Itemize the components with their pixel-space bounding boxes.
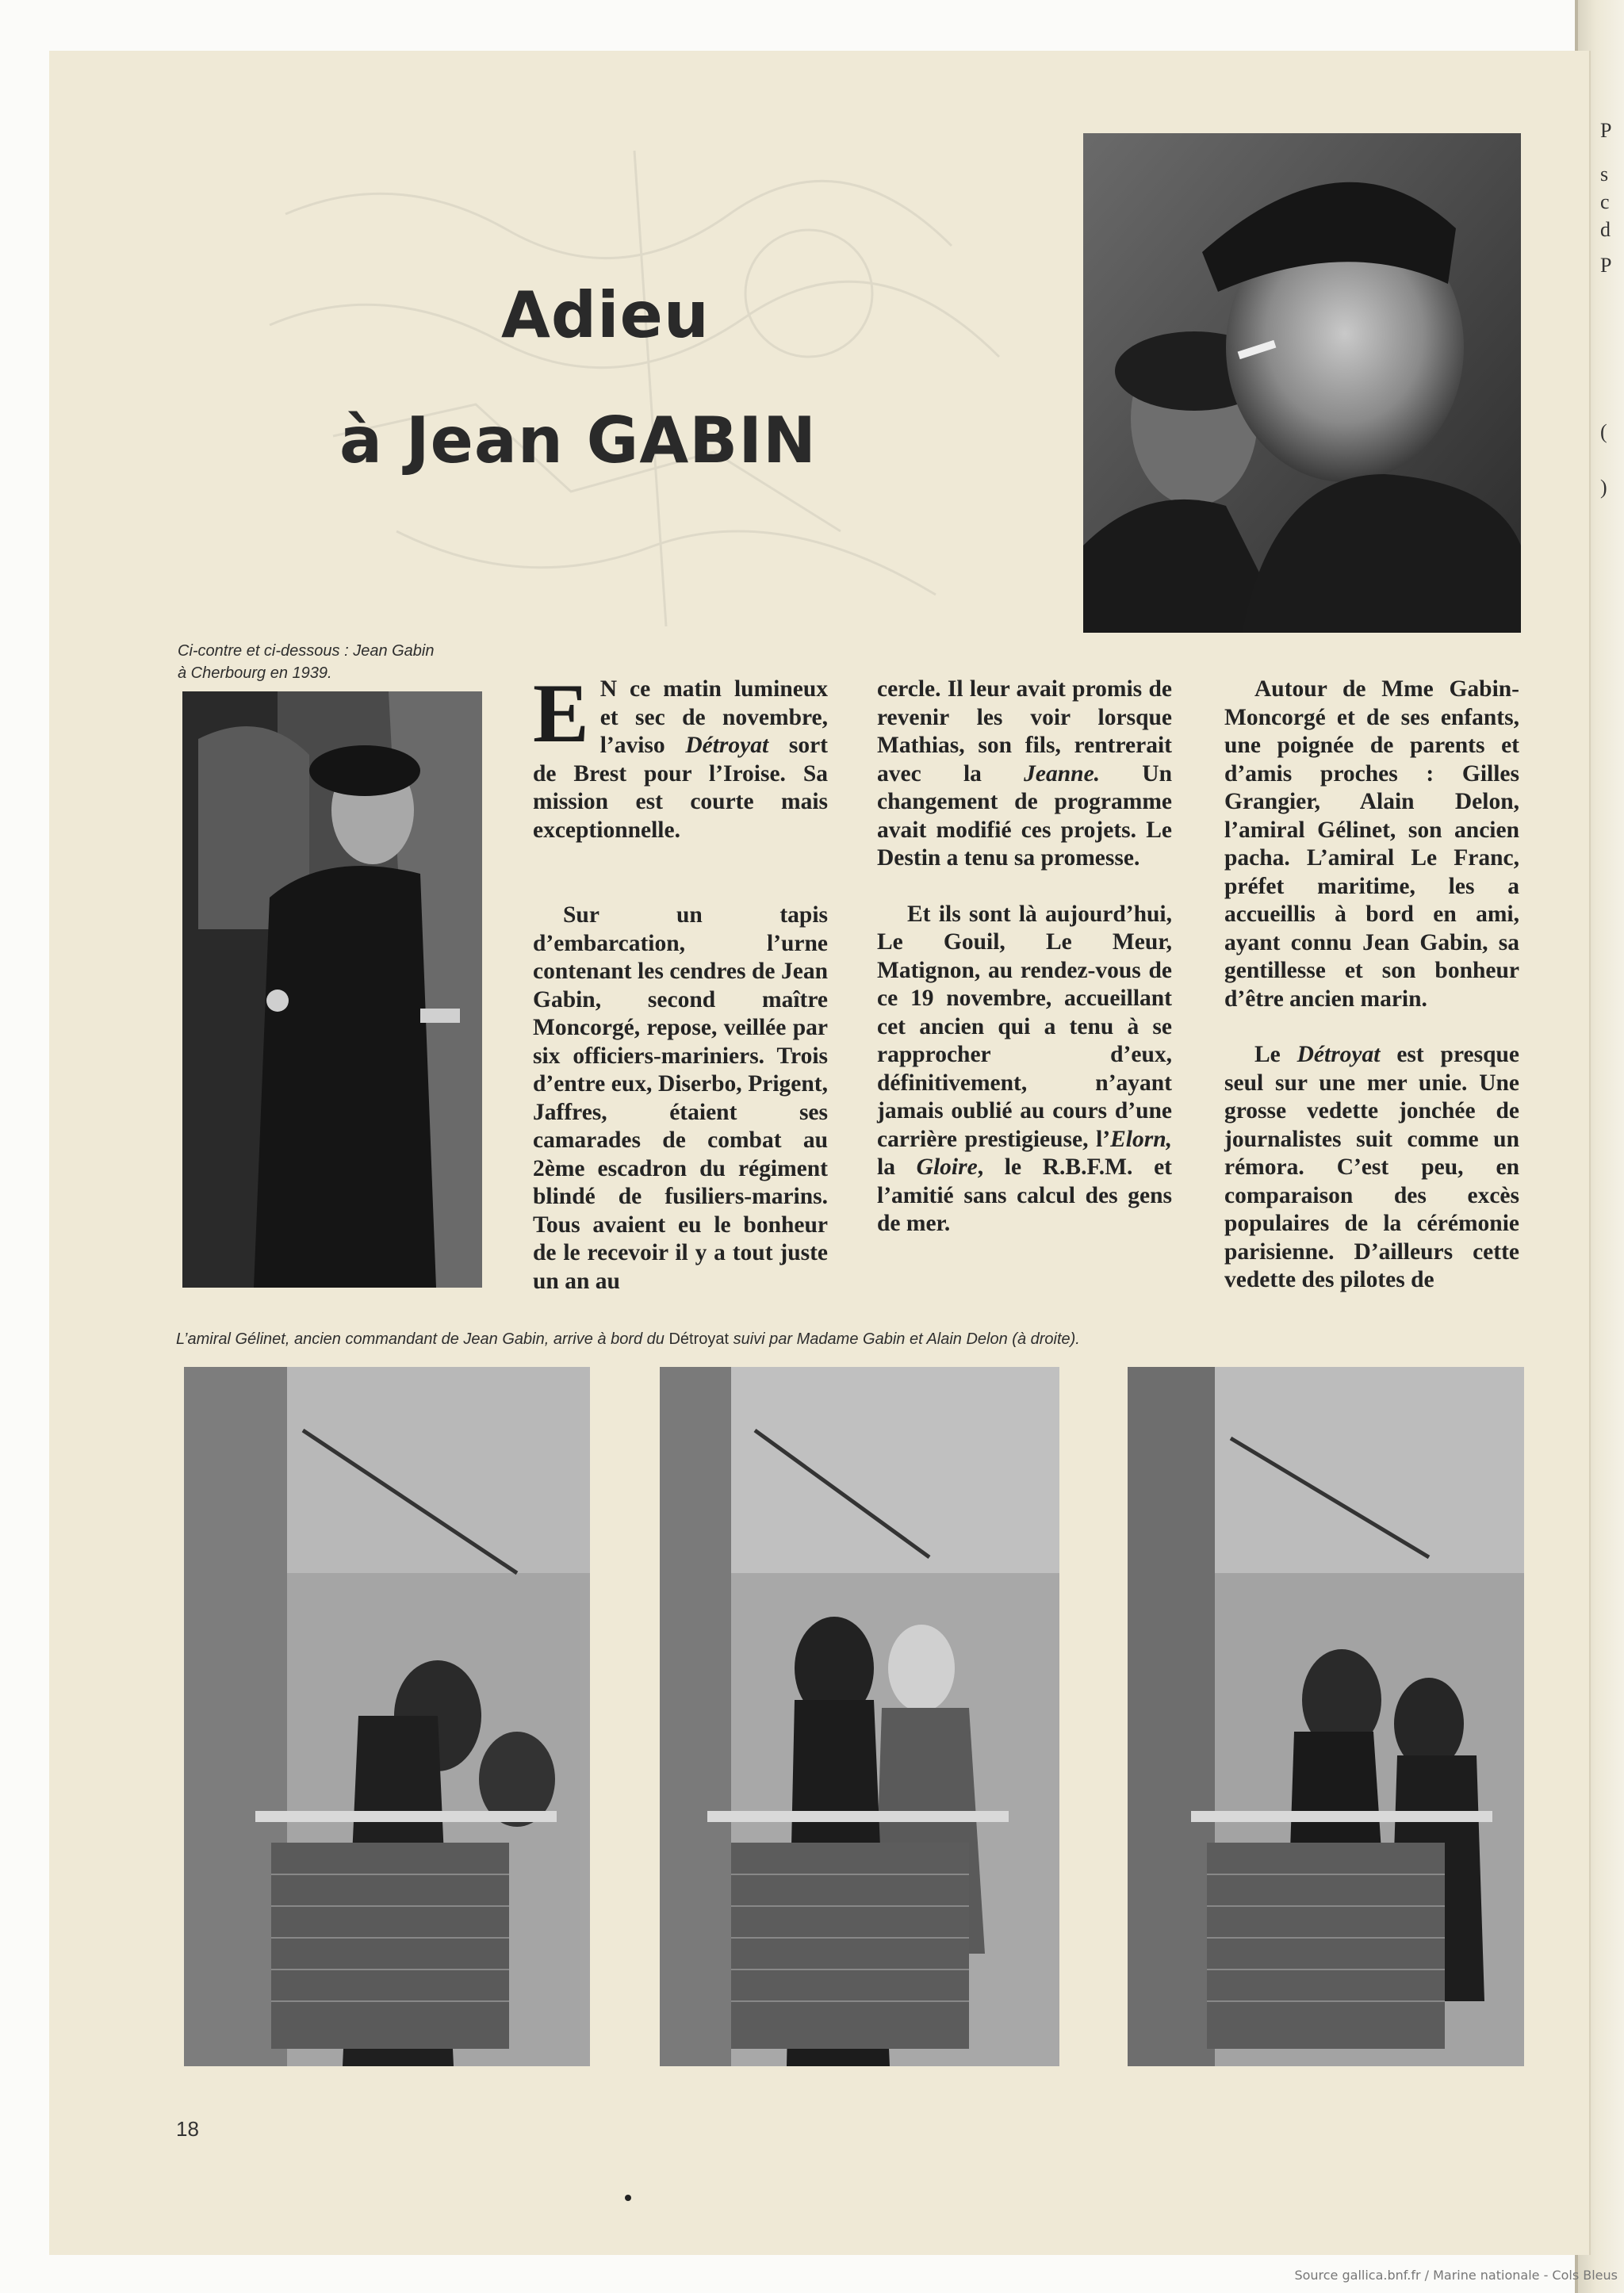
page-number: 18 bbox=[176, 2117, 199, 2141]
drop-cap: E bbox=[533, 667, 589, 760]
paragraph-text: , le R.B.F.M. et l’amitié sans calcul des gens de mer. bbox=[877, 1154, 1173, 1236]
article-column-1 bbox=[533, 667, 828, 1296]
article-column-3 bbox=[1224, 676, 1519, 1295]
background-sketch-illustration bbox=[238, 119, 1031, 674]
boarding-photo-2 bbox=[660, 1367, 1059, 2066]
paragraph-text: Un changement de programme avait modifié ces projets. Le Destin a tenu sa promesse. bbox=[877, 760, 1172, 871]
article-title-line-2: à Jean GABIN bbox=[339, 404, 817, 477]
ship-name: Gloire bbox=[916, 1154, 978, 1180]
portrait-photo-jean-gabin bbox=[1083, 133, 1521, 633]
caption-left-line-2: à Cherbourg en 1939. bbox=[178, 664, 332, 682]
boarding-photo-1 bbox=[184, 1367, 590, 2066]
article-paragraph-6 bbox=[1224, 1041, 1519, 1295]
ship-name: Elorn, bbox=[1110, 1126, 1172, 1152]
paragraph-text: Le bbox=[1254, 1042, 1297, 1067]
article-paragraph-2: Sur un tapis d’embarcation, l’urne contenant les cendres de Jean Gabin, second maître Moncorgé, repose, veillée par six officiers-mariniers. Trois d’entre eux, Diserbo, Prigent, Jaffres, étaient ses camarades de combat au 2ème escadron du régiment blindé de fusiliers-marins. Tous avaient eu le bonheur de le recevoir il y a tout juste un an au bbox=[533, 902, 828, 1294]
article-paragraph-5: Autour de Mme Gabin-Moncorgé et de ses enfants, une poignée de parents et d’amis proches : Gilles Grangier, Alain Delon, l’amiral Gélinet, son ancien pacha. L’amiral Le Franc, préfet maritime, les a accueillis à bord en ami, ayant connu Jean Gabin, sa gentillesse et son bonheur d’être ancien marin. bbox=[1224, 676, 1519, 1012]
source-footer: Source gallica.bnf.fr / Marine nationale - Cols Bleus bbox=[1294, 2268, 1618, 2283]
print-dot bbox=[625, 2195, 631, 2201]
caption-left-line-1: Ci-contre et ci-dessous : Jean Gabin bbox=[178, 642, 435, 660]
article-paragraph-4 bbox=[877, 901, 1172, 1238]
boarding-photo-3 bbox=[1128, 1367, 1524, 2066]
caption-text: suivi par Madame Gabin et Alain Delon (à droite). bbox=[729, 1330, 1080, 1348]
ship-name: Détroyat bbox=[1297, 1042, 1381, 1067]
paragraph-text: sort de Brest pour l’Iroise. Sa mission est courte mais exceptionnelle. bbox=[533, 733, 828, 843]
ship-name: Détroyat bbox=[685, 733, 769, 758]
caption-text: L’amiral Gélinet, ancien commandant de Jean Gabin, arrive à bord du bbox=[176, 1330, 669, 1348]
article-title-line-1: Adieu bbox=[501, 278, 710, 352]
article-paragraph-3 bbox=[877, 676, 1172, 873]
ship-name: Jeanne. bbox=[1024, 760, 1101, 787]
caption-bottom-photos bbox=[176, 1329, 1080, 1349]
paragraph-text: cercle. Il leur avait promis de revenir les voir lorsque Mathias, son fils, rentrerait avec la bbox=[877, 676, 1172, 787]
article-column-2 bbox=[877, 676, 1172, 1238]
paragraph-text: la bbox=[877, 1154, 917, 1180]
paragraph-text: est presque seul sur une mer unie. Une grosse vedette jonchée de journalistes suit comme un rémora. C’est peu, en comparaison des excès populaires de la cérémonie parisienne. D’ailleurs cette vedette des pilotes de bbox=[1224, 1042, 1519, 1292]
ship-name: Détroyat bbox=[668, 1330, 730, 1348]
paragraph-text: Et ils sont là aujourd’hui, Le Gouil, Le Meur, Matignon, au rendez-vous de ce 19 novembre, accueillant cet ancien qui a tenu à se rapprocher d’eux, définitivement, n’ayant jamais oublié au cours d’une carrière prestigieuse, l’ bbox=[877, 901, 1172, 1152]
photo-jean-gabin-cherbourg-1939 bbox=[182, 691, 482, 1288]
article-paragraph-1 bbox=[533, 667, 828, 844]
next-page-edge: P s c d P ( ) bbox=[1600, 119, 1612, 499]
paragraph-text: N ce matin lumineux et sec de novembre, l’aviso bbox=[599, 676, 828, 758]
